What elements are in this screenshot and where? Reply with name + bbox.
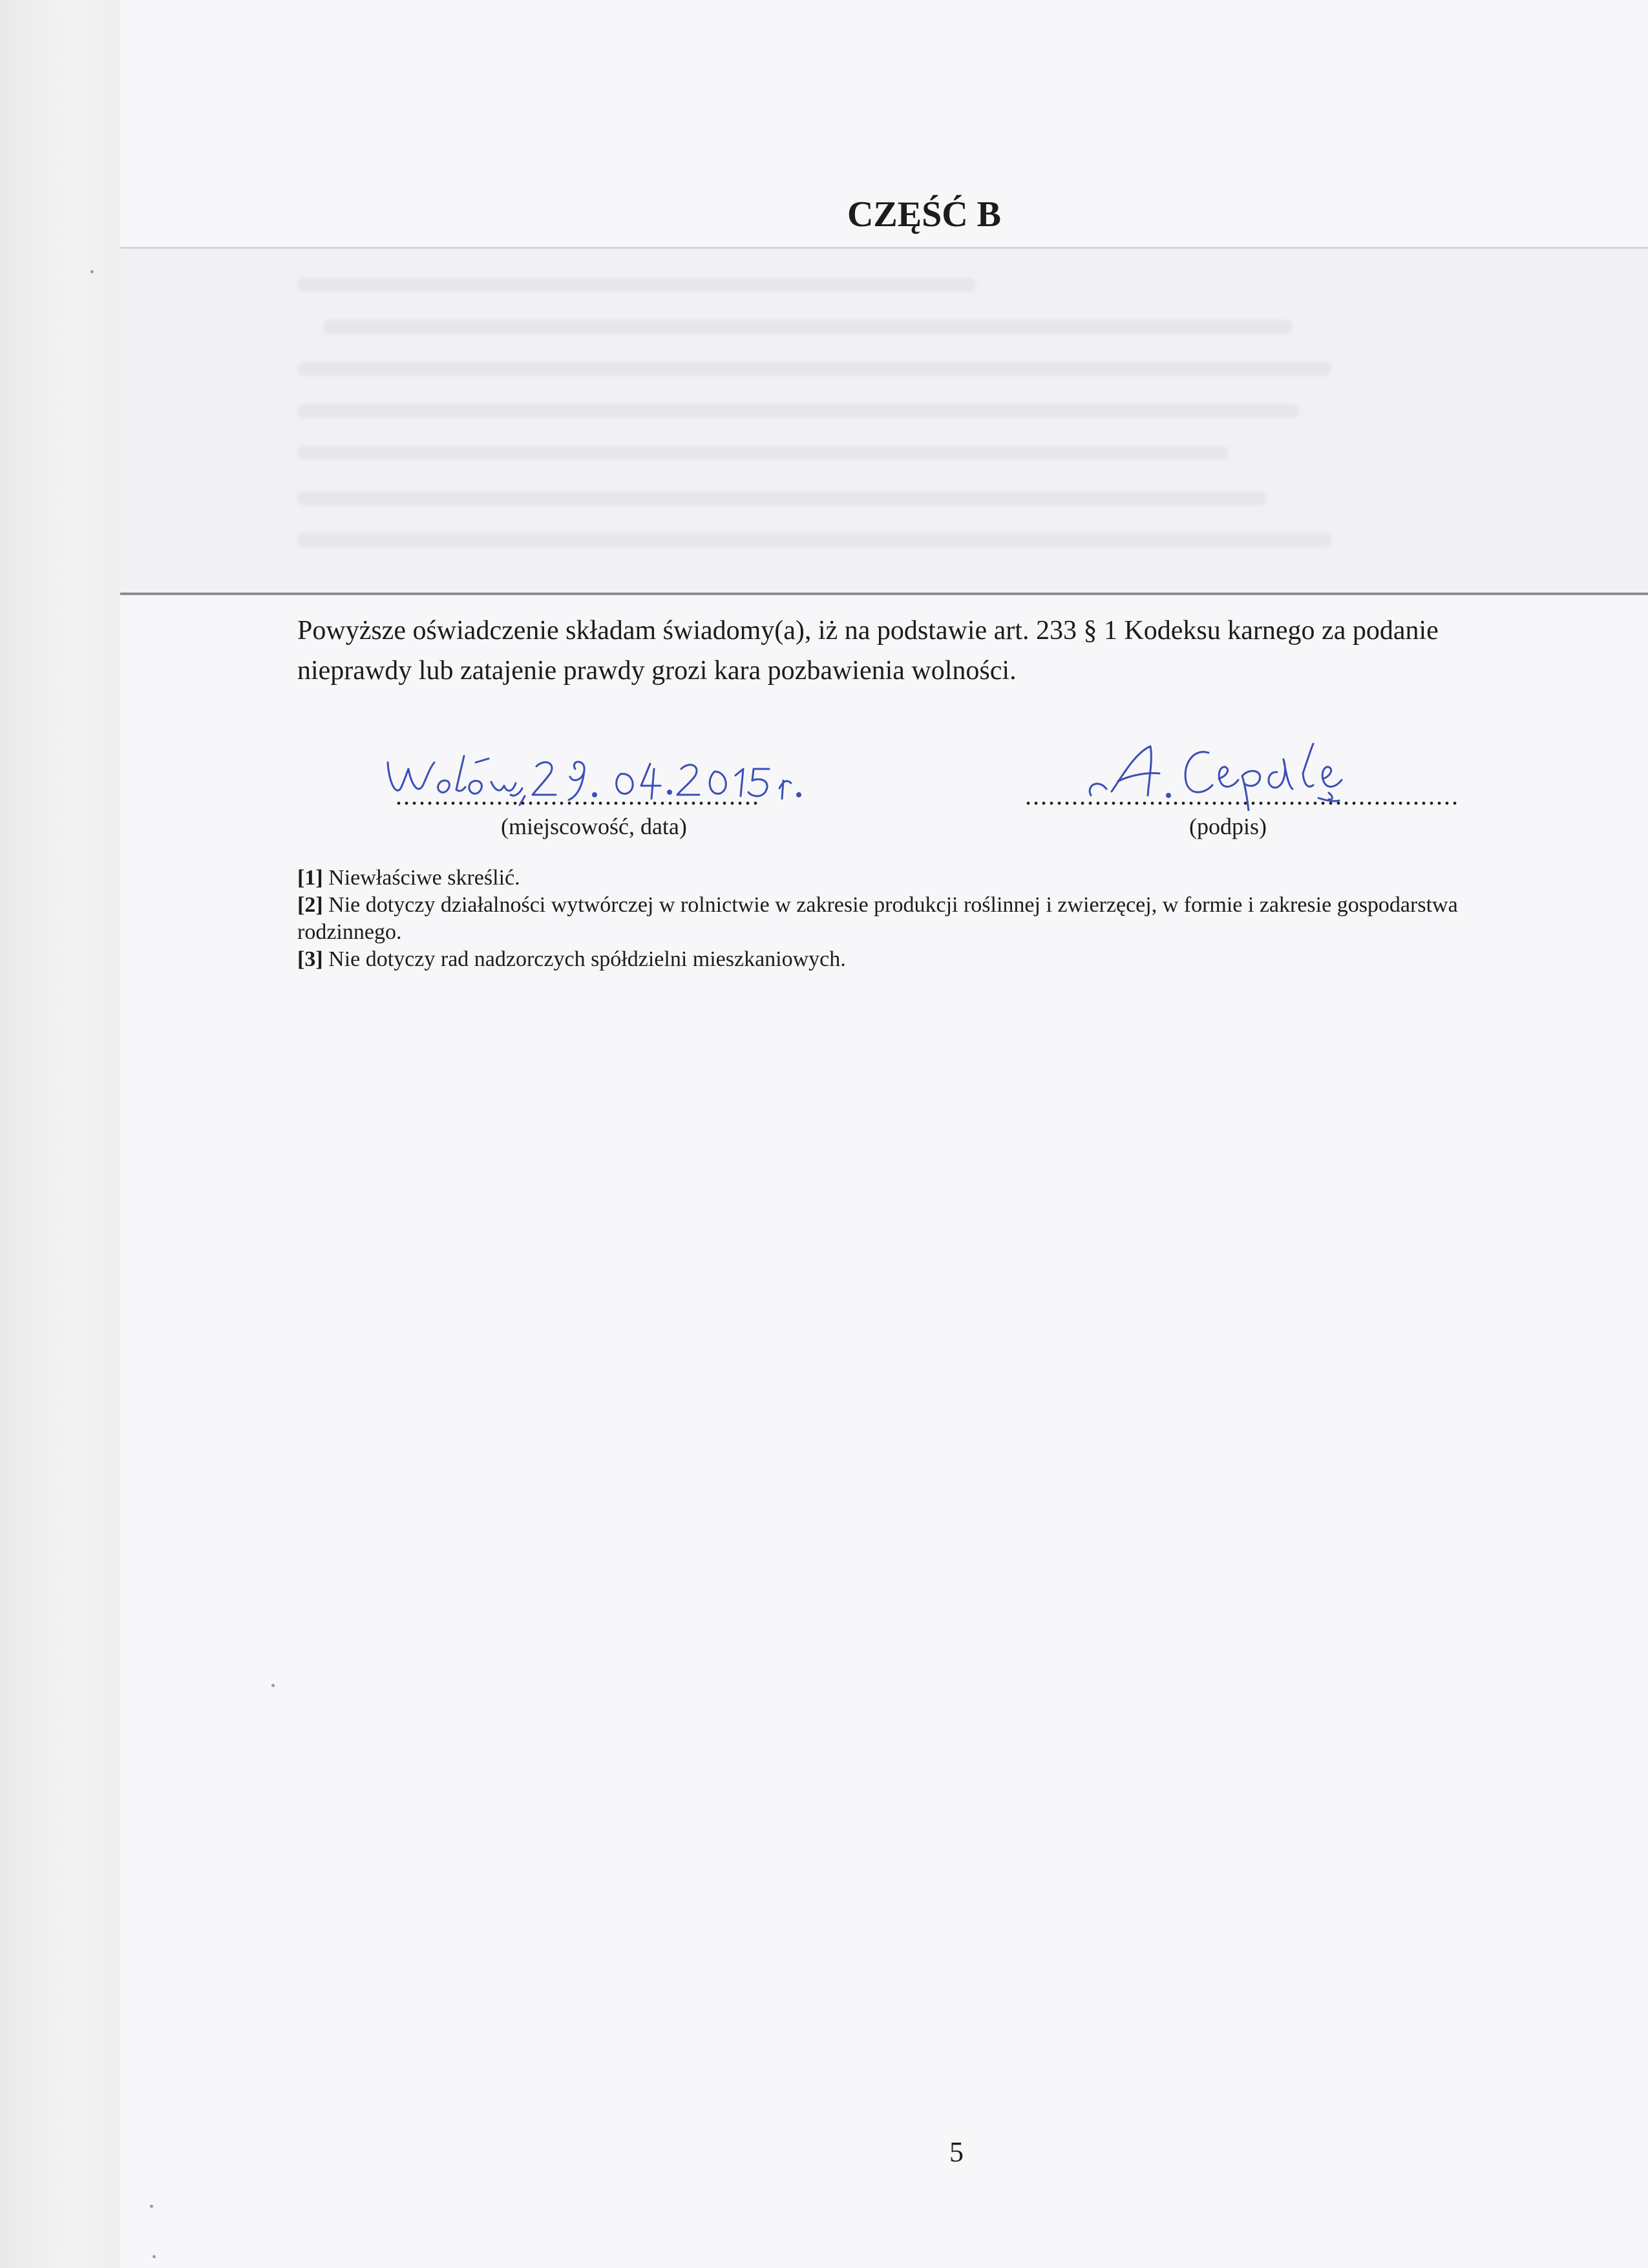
scanner-edge [0,0,121,2268]
fold-edge-bottom [120,593,1648,595]
fold-edge-top [120,247,1648,249]
footnote-text: Niewłaściwe skreślić. [328,866,520,890]
scan-speck [153,2255,156,2258]
scan-speck [271,1684,275,1687]
footnotes [297,865,1538,973]
bleed-through-text [297,362,1331,376]
footnote [297,946,1538,973]
bleed-through-text [297,533,1331,547]
scan-speck [90,270,94,273]
footnote-ref: [2] [297,893,323,917]
signature-caption: (podpis) [1189,814,1267,839]
place-date-caption: (miejscowość, data) [501,814,687,839]
bleed-through-text [323,320,1293,334]
footnote-ref: [3] [297,947,323,971]
footnote-text: Nie dotyczy działalności wytwórczej w rolnictwie w zakresie produkcji roślinnej i zwierzęcej, w formie i zakresie gospodarstwa rodzinnego. [297,893,1458,944]
footnote-text: Nie dotyczy rad nadzorczych spółdzielni mieszkaniowych. [328,947,846,971]
page-number: 5 [949,2136,964,2168]
section-title: CZĘŚĆ B [847,194,1002,235]
scan-speck [150,2205,153,2208]
footnote [297,865,1538,892]
bleed-through-text [297,404,1299,418]
bleed-through-text [297,278,976,292]
place-date-dotted-line: ............................................... [396,781,760,810]
footnote-ref: [1] [297,866,323,890]
bleed-through-text [297,446,1228,460]
footnote [297,892,1538,946]
declaration-statement: Powyższe oświadczenie składam świadomy(a), iż na podstawie art. 233 § 1 Kodeksu karnego za podanie nieprawdy lub zatajenie prawdy grozi kara pozbawienia wolności. [297,616,1439,686]
bleed-through-text [297,491,1267,505]
signature-dotted-line: ........................................................ [1025,781,1459,810]
